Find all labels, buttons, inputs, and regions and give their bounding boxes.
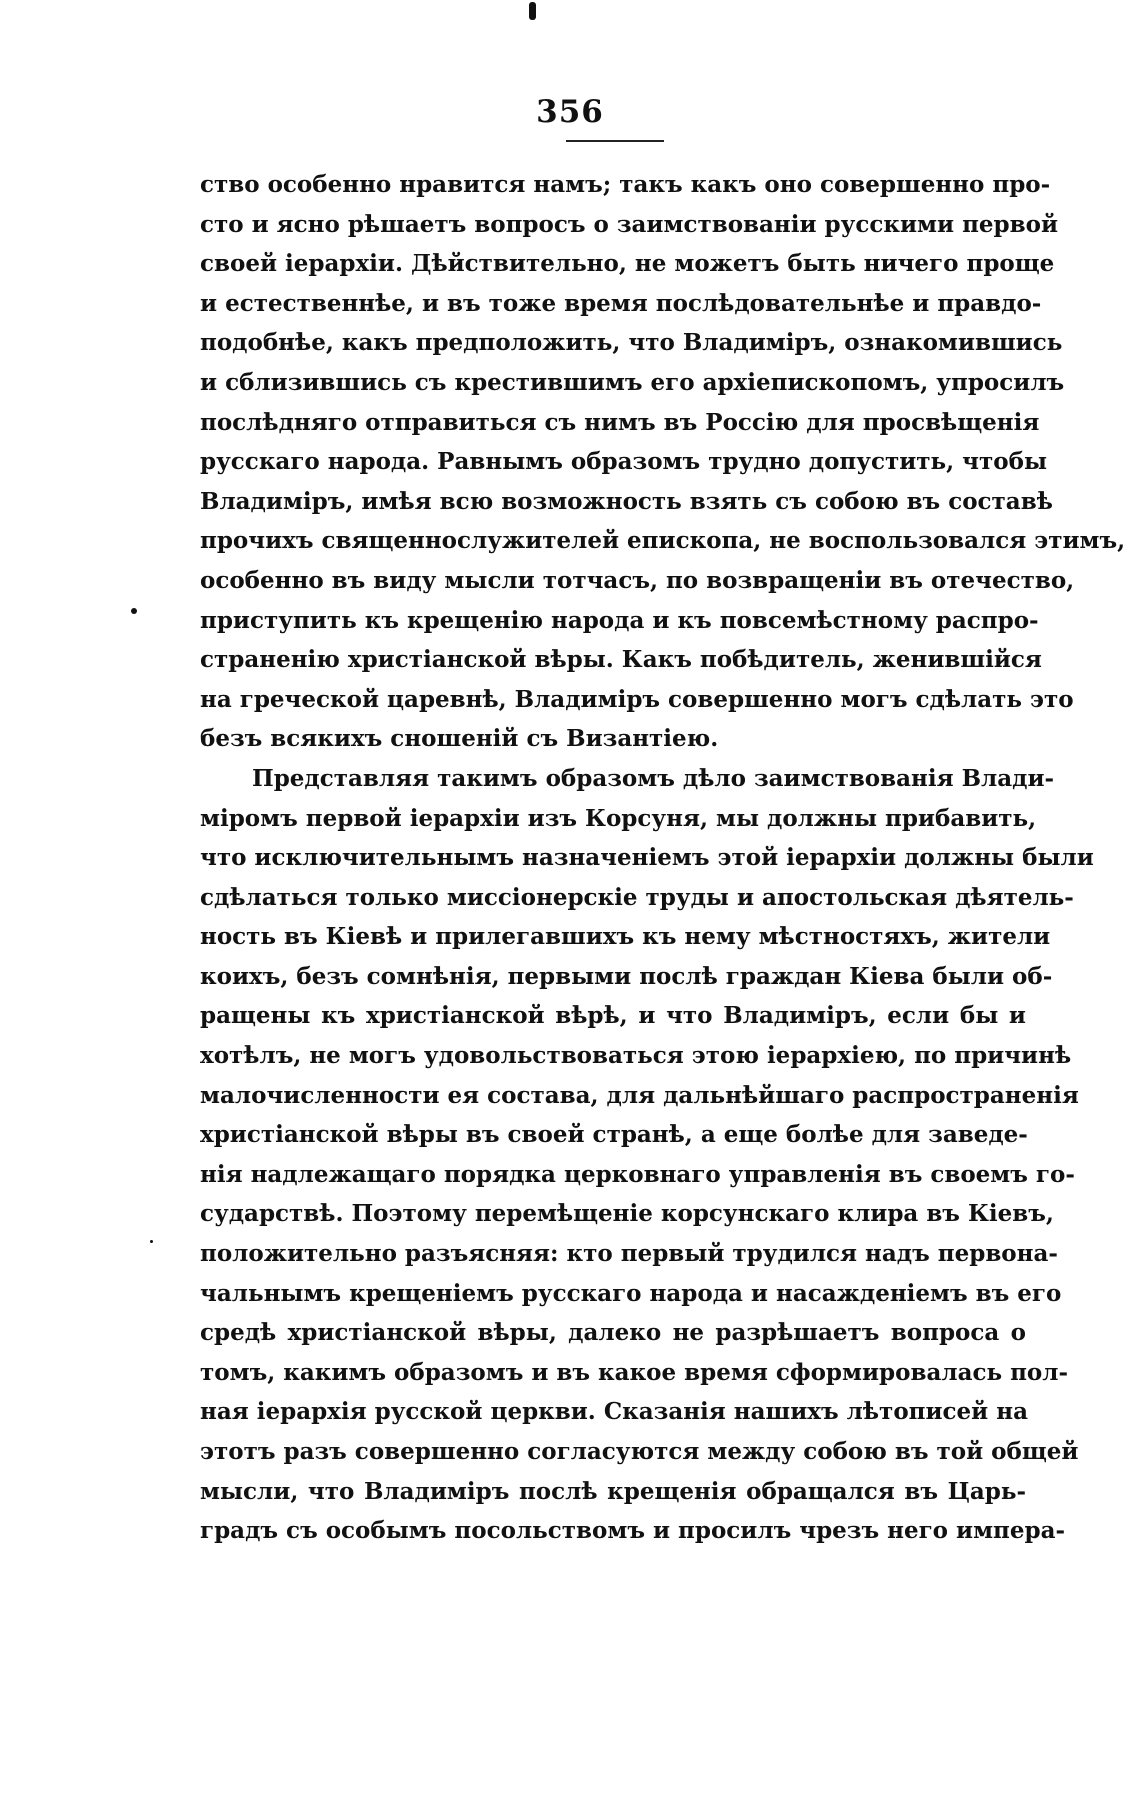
text-line: этотъ разъ совершенно согласуются между собою въ той общей xyxy=(200,1438,1079,1465)
text-line: томъ, какимъ образомъ и въ какое время сформировалась пол- xyxy=(200,1358,1069,1386)
text-line: мысли, что Владиміръ послѣ крещенія обращался въ Царь- xyxy=(200,1477,1026,1505)
text-line: ная іерархія русской церкви. Сказанія нашихъ лѣтописей на xyxy=(200,1398,1028,1426)
text-line: что исключительнымъ назначеніемъ этой іерархіи должны были xyxy=(200,844,1094,872)
text-line: градъ съ особымъ посольствомъ и просилъ чрезъ него импера- xyxy=(200,1517,1066,1545)
text-line: прочихъ священнослужителей епископа, не воспользовался этимъ, xyxy=(200,527,1126,555)
text-line: послѣдняго отправиться съ нимъ въ Россію для просвѣщенія xyxy=(200,408,1040,436)
text-line: страненію христіанской вѣры. Какъ побѣдитель, женившійся xyxy=(200,646,1042,674)
text-line: подобнѣе, какъ предположить, что Владиміръ, ознакомившись xyxy=(200,329,1063,357)
page-number-underline xyxy=(566,140,664,142)
text-line: особенно въ виду мысли тотчасъ, по возвращеніи въ отечество, xyxy=(200,566,1075,594)
text-line: приступить къ крещенію народа и къ повсемѣстному распро- xyxy=(200,606,1039,634)
paragraph-start-line: Представляя такимъ образомъ дѣло заимствованія Влади- xyxy=(252,764,1055,792)
paragraph-end-line: безъ всякихъ сношеній съ Византіею. xyxy=(200,725,719,753)
text-line: и естественнѣе, и въ тоже время послѣдовательнѣе и правдо- xyxy=(200,289,1042,317)
margin-dot-mark xyxy=(150,1240,153,1243)
text-line: на греческой царевнѣ, Владиміръ совершенно могъ сдѣлать это xyxy=(200,685,1074,713)
text-line: міромъ первой іерархіи изъ Корсуня, мы должны прибавить, xyxy=(200,804,1037,832)
text-line: ство особенно нравится намъ; такъ какъ оно совершенно про- xyxy=(200,171,1051,198)
text-line: русскаго народа. Равнымъ образомъ трудно допустить, чтобы xyxy=(200,448,1048,476)
text-line: сударствѣ. Поэтому перемѣщеніе корсунскаго клира въ Кіевъ, xyxy=(200,1200,1054,1228)
text-line: хотѣлъ, не могъ удовольствоваться этою іерархіею, по причинѣ xyxy=(200,1042,1072,1070)
body-text xyxy=(200,165,1126,1551)
text-line: нія надлежащаго порядка церковнаго управленія въ своемъ го- xyxy=(200,1160,1075,1188)
text-line: своей іерархіи. Дѣйствительно, не можетъ быть ничего проще xyxy=(200,250,1055,278)
text-line: малочисленности ея состава, для дальнѣйшаго распространенія xyxy=(200,1081,1079,1109)
page-number: 356 xyxy=(536,94,604,130)
text-line: средѣ христіанской вѣры, далеко не разрѣшаетъ вопроса о xyxy=(200,1319,1026,1347)
text-line: ращены къ христіанской вѣрѣ, и что Владиміръ, если бы и xyxy=(200,1002,1026,1030)
text-line: сдѣлаться только миссіонерскіе труды и апостольская дѣятель- xyxy=(200,883,1074,911)
text-line: христіанской вѣры въ своей странѣ, а еще болѣе для заведе- xyxy=(200,1121,1028,1149)
margin-dot-mark xyxy=(131,608,137,614)
text-line: ность въ Кіевѣ и прилегавшихъ къ нему мѣстностяхъ, жители xyxy=(200,923,1051,951)
text-line: чальнымъ крещеніемъ русскаго народа и насажденіемъ въ его xyxy=(200,1279,1062,1307)
text-line: коихъ, безъ сомнѣнія, первыми послѣ граждан Кіева были об- xyxy=(200,962,1053,990)
text-line: сто и ясно рѣшаетъ вопросъ о заимствованіи русскими первой xyxy=(200,210,1059,238)
text-line: Владиміръ, имѣя всю возможность взять съ собою въ составѣ xyxy=(200,487,1053,515)
ink-speck-mark xyxy=(529,2,536,20)
text-line: и сблизившись съ крестившимъ его архіепископомъ, упросилъ xyxy=(200,368,1065,396)
text-line: положительно разъясняя: кто первый трудился надъ первона- xyxy=(200,1240,1058,1268)
